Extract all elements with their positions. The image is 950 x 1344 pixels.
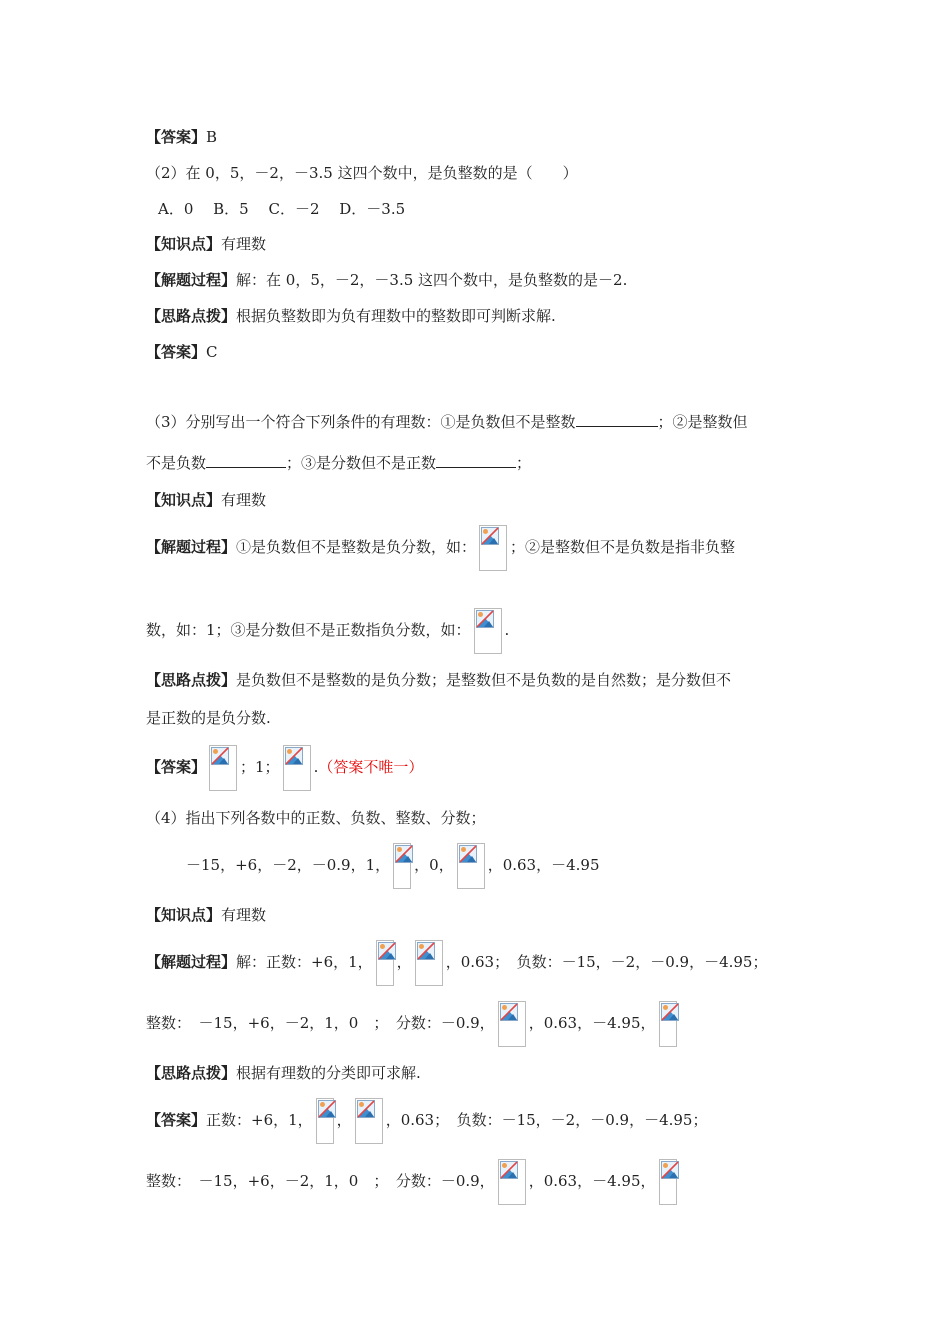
q3-tip-line2: 是正数的是负分数. bbox=[146, 709, 271, 727]
q4-tip: 【思路点拨】根据有理数的分类即可求解. bbox=[146, 1064, 421, 1082]
q4-stem: （4）指出下列各数中的正数、负数、整数、分数； bbox=[146, 809, 486, 827]
answer-note: （答案不唯一） bbox=[318, 758, 424, 776]
q1-answer: 【答案】B bbox=[146, 128, 218, 146]
q3-process-line1: 【解题过程】①是负数但不是整数是负分数，如： ；②是整数但不是负数是指非负整 bbox=[146, 525, 735, 571]
q4-answer-line1: 【答案】正数：+6，1， ， ，0.63； 负数：－15，－2，－0.9，－4.95； bbox=[146, 1098, 707, 1144]
broken-image-icon bbox=[498, 1159, 526, 1205]
answer-blank bbox=[206, 451, 286, 468]
broken-image-icon bbox=[376, 940, 394, 986]
broken-image-icon bbox=[393, 843, 411, 889]
q2-stem: （2）在 0，5，－2，－3.5 这四个数中，是负整数的是（ ） bbox=[146, 164, 578, 182]
q3-stem-line1: （3）分别写出一个符合下列条件的有理数：①是负数但不是整数 ；②是整数但 bbox=[146, 410, 748, 433]
broken-image-icon bbox=[457, 843, 485, 889]
q4-answer-line2: 整数： －15，+6，－2，1，0 ； 分数：－0.9， ，0.63，－4.95， bbox=[146, 1159, 680, 1205]
q4-numbers: －15，+6，－2，－0.9，1， ，0， ，0.63，－4.95 bbox=[186, 843, 600, 889]
q2-knowledge: 【知识点】有理数 bbox=[146, 235, 267, 253]
q2-answer: 【答案】C bbox=[146, 343, 218, 361]
answer-blank bbox=[436, 451, 516, 468]
q3-knowledge: 【知识点】有理数 bbox=[146, 491, 267, 509]
q3-answer: 【答案】 ；1； .（答案不唯一） bbox=[146, 745, 423, 791]
q4-process-line2: 整数： －15，+6，－2，1，0 ； 分数：－0.9， ，0.63，－4.95， bbox=[146, 1001, 680, 1047]
broken-image-icon bbox=[283, 745, 311, 791]
q3-stem-line2: 不是负数 ；③是分数但不是正数 ； bbox=[146, 451, 531, 474]
q4-knowledge: 【知识点】有理数 bbox=[146, 906, 267, 924]
q2-options: A．0 B．5 C．－2 D．－3.5 bbox=[158, 200, 406, 218]
q3-process-line2: 数，如：1；③是分数但不是正数指负分数，如： . bbox=[146, 608, 509, 654]
q4-process-line1: 【解题过程】解：正数：+6，1， ， ，0.63； 负数：－15，－2，－0.9，－4.95； bbox=[146, 940, 767, 986]
broken-image-icon bbox=[209, 745, 237, 791]
broken-image-icon bbox=[316, 1098, 334, 1144]
broken-image-icon bbox=[479, 525, 507, 571]
broken-image-icon bbox=[498, 1001, 526, 1047]
broken-image-icon bbox=[659, 1001, 677, 1047]
answer-blank bbox=[576, 410, 658, 427]
broken-image-icon bbox=[415, 940, 443, 986]
q2-process: 【解题过程】解：在 0，5，－2，－3.5 这四个数中，是负整数的是－2. bbox=[146, 271, 628, 289]
broken-image-icon bbox=[474, 608, 502, 654]
broken-image-icon bbox=[355, 1098, 383, 1144]
broken-image-icon bbox=[659, 1159, 677, 1205]
q2-tip: 【思路点拨】根据负整数即为负有理数中的整数即可判断求解. bbox=[146, 307, 556, 325]
q3-tip-line1: 【思路点拨】是负数但不是整数的是负分数；是整数但不是负数的是自然数；是分数但不 bbox=[146, 671, 732, 689]
